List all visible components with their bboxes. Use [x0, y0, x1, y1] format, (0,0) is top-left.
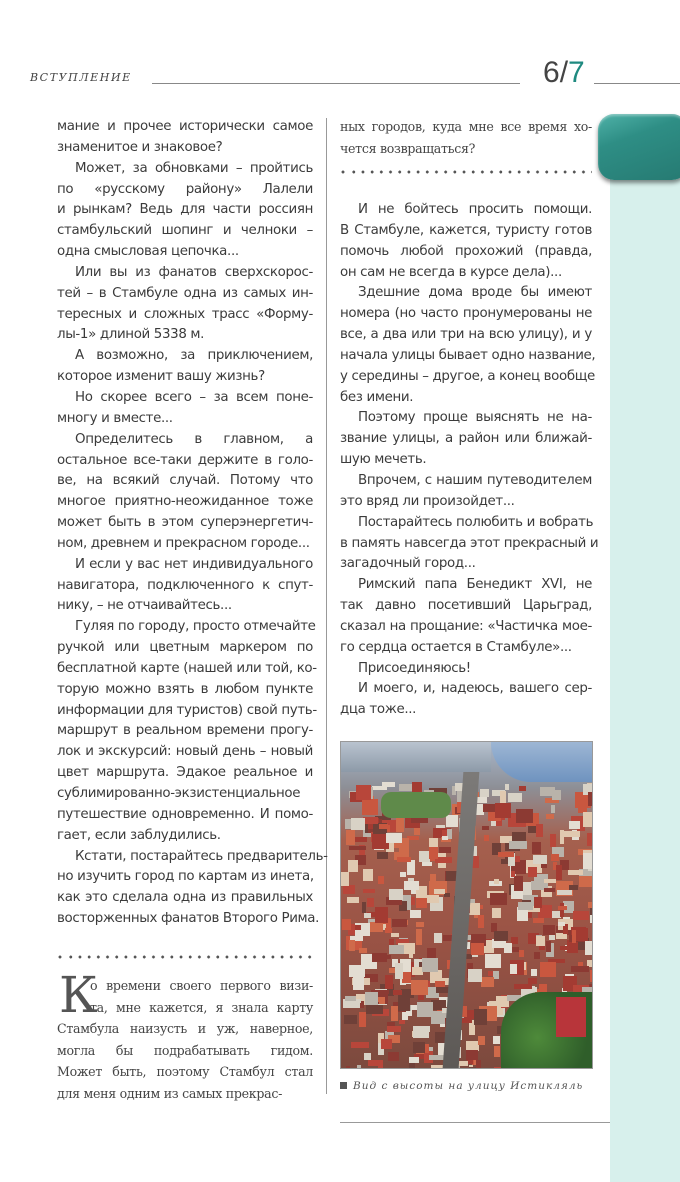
photo-detail — [534, 952, 540, 959]
photo-detail — [378, 876, 384, 884]
photo-detail — [519, 950, 524, 957]
photo-detail — [588, 792, 593, 806]
photo-detail — [573, 911, 589, 920]
text-line: Может быть, поэтому Стамбул стал — [57, 1064, 313, 1079]
text-line: Но скорее всего – за всем поне- — [75, 389, 313, 405]
text-line: и рынкам? Ведь для части россиян — [57, 202, 313, 218]
text-line: все, а два или три на всю улицу), и у — [340, 327, 592, 343]
text-line: торую можно взять в любом пункте — [57, 681, 313, 697]
section-dots-right — [340, 169, 592, 175]
photo-detail — [402, 1012, 408, 1020]
photo-detail — [585, 941, 593, 955]
header-rule — [152, 83, 520, 84]
photo-detail — [494, 931, 508, 941]
text-line: это вряд ли произойдет... — [340, 493, 515, 509]
photo-detail — [556, 865, 562, 880]
photo-detail — [396, 816, 404, 832]
text-line: знаменитое и знаковое? — [57, 139, 223, 155]
photo-detail — [518, 902, 533, 910]
text-line: стамбульский шопинг и челноки – — [57, 223, 313, 239]
photo-detail — [346, 1066, 350, 1069]
photo-detail — [365, 992, 378, 1005]
photo-detail — [481, 977, 494, 987]
photo-detail — [379, 824, 388, 829]
text-line: без имени. — [340, 389, 414, 405]
photo-detail — [474, 1009, 487, 1025]
text-line: Гуляя по городу, просто отмечайте — [75, 619, 316, 635]
photo-detail — [442, 836, 448, 840]
photo-detail — [422, 1026, 430, 1032]
text-line: начала улицы бывает одно название, — [340, 347, 596, 363]
text-line: Впрочем, с нашим путеводителем — [358, 472, 592, 488]
photo-detail — [536, 936, 545, 946]
drop-cap: К — [59, 966, 98, 1024]
photo-detail — [388, 1052, 399, 1061]
photo-detail — [509, 841, 527, 849]
photo-detail — [590, 970, 593, 982]
photo-detail — [478, 915, 484, 928]
photo-detail — [466, 1050, 478, 1060]
text-line: остальное все-таки держите в голо- — [57, 452, 313, 468]
photo-detail — [407, 860, 415, 875]
text-line: он сам не всегда в курсе дела)... — [340, 264, 562, 280]
photo-detail — [395, 963, 403, 979]
text-line: А возможно, за приключением, — [75, 348, 313, 364]
text-line: по «русскому району» Лалели — [57, 181, 313, 197]
text-line: дца тоже... — [340, 702, 417, 718]
text-line: загадочный город... — [340, 556, 476, 572]
photo-detail — [413, 1042, 425, 1053]
photo-detail — [564, 831, 580, 837]
photo-detail — [341, 742, 491, 772]
photo-detail — [482, 826, 489, 830]
photo-detail — [571, 966, 589, 972]
photo-detail — [583, 812, 593, 827]
photo-detail — [471, 943, 484, 955]
photo-detail — [370, 922, 383, 932]
photo-detail — [386, 833, 402, 843]
column-divider — [326, 118, 327, 1094]
caption-text: Вид с высоты на улицу Истикляль — [353, 1080, 584, 1092]
text-line: И не бойтесь просить помощи. — [358, 202, 592, 217]
photo-detail — [389, 889, 403, 900]
photo-detail — [477, 797, 487, 803]
text-line: для меня одним из самых прекрас- — [57, 1085, 283, 1101]
photo-detail — [469, 903, 480, 915]
photo-detail — [381, 1039, 392, 1049]
photo-detail — [344, 1015, 357, 1024]
photo-detail — [434, 889, 445, 894]
photo-detail — [342, 919, 351, 930]
photo-detail — [349, 965, 365, 977]
photo-detail — [363, 869, 373, 881]
text-line: ных городов, куда мне все время хо- — [340, 119, 592, 134]
photo-detail — [568, 870, 583, 875]
photo-detail — [556, 997, 586, 1037]
photo-detail — [391, 933, 399, 937]
photo-detail — [514, 984, 532, 989]
memoir-text-right — [340, 116, 592, 159]
photo-detail — [355, 925, 361, 930]
photo-caption — [340, 1080, 583, 1092]
photo-detail — [494, 879, 499, 884]
photo-detail — [349, 846, 366, 850]
photo-detail — [478, 1036, 485, 1045]
photo-detail — [512, 832, 526, 841]
text-line: восторженных фанатов Второго Рима. — [57, 911, 320, 927]
text-line: шую мечеть. — [340, 452, 427, 468]
photo-detail — [543, 925, 555, 935]
photo-detail — [546, 941, 551, 952]
section-dots-left — [57, 954, 313, 960]
text-line: помочь любой прохожий (правда, — [340, 243, 592, 259]
text-line: И если у вас нет индивидуального — [75, 556, 313, 572]
photo-detail — [544, 879, 556, 883]
text-line: Стамбула наизусть и уж, наверное, — [57, 1021, 313, 1036]
photo-detail — [558, 906, 567, 910]
photo-detail — [493, 1036, 500, 1044]
text-line: многое приятно-неожиданное тоже — [57, 494, 313, 510]
photo-detail — [528, 867, 537, 877]
photo-detail — [494, 1046, 500, 1057]
text-line: сказал на прощание: «Частичка мое- — [340, 618, 592, 634]
page-current: 7 — [568, 56, 585, 89]
photo-detail — [357, 1065, 361, 1069]
photo-detail — [416, 929, 422, 945]
text-line: многу и вместе... — [57, 410, 173, 426]
text-line: в память навсегда этот прекрасный и — [340, 535, 599, 551]
text-line: ручкой или цветным маркером по — [57, 640, 313, 656]
photo-detail — [411, 980, 428, 995]
text-line: Здешние дома вроде бы имеют — [358, 285, 592, 301]
photo-detail — [468, 969, 482, 982]
photo-detail — [349, 940, 355, 951]
photo-detail — [377, 852, 388, 859]
photo-detail — [484, 835, 489, 841]
text-line: сублимированно-экзистенциальное — [57, 786, 301, 801]
photo-detail — [583, 853, 593, 869]
memoir-text-left — [57, 966, 313, 1104]
photo-detail — [495, 803, 511, 818]
photo-detail — [544, 888, 555, 892]
photo-detail — [381, 792, 451, 818]
photo-detail — [391, 1006, 398, 1021]
photo-detail — [546, 814, 554, 819]
photo-detail — [422, 958, 438, 972]
text-line: Определитесь в главном, а — [75, 431, 313, 447]
photo-detail — [491, 742, 592, 782]
text-line: чется возвращаться? — [340, 140, 476, 156]
photo-detail — [368, 1060, 382, 1066]
photo-detail — [362, 902, 366, 913]
photo-detail — [572, 930, 576, 943]
text-line: номера (но часто пронумерованы не — [340, 306, 592, 322]
photo-detail — [359, 1012, 366, 1027]
text-line: одна смысловая цепочка... — [57, 244, 239, 260]
photo-detail — [372, 786, 387, 790]
page-prev: 6 — [543, 56, 560, 89]
photo-detail — [533, 855, 547, 864]
photo-detail — [418, 995, 424, 1000]
photo-detail — [519, 786, 526, 791]
photo-detail — [587, 833, 593, 846]
photo-detail — [579, 876, 593, 887]
text-line: которое изменит вашу жизнь? — [57, 369, 265, 385]
photo-detail — [351, 1042, 369, 1048]
text-line: мание и прочее исторически самое — [57, 119, 313, 134]
photo-detail — [400, 872, 406, 877]
text-line: гает, если заблудились. — [57, 827, 221, 843]
text-line: но изучить город по картам из инета, — [57, 869, 314, 885]
text-line: ве, на всякий случай. Потому что — [57, 473, 313, 489]
text-line: лы-1» длиной 5338 м. — [57, 327, 205, 343]
photo-detail — [492, 908, 501, 918]
text-line: бесплатной карте (нашей или той, ко- — [57, 660, 317, 676]
text-line: та, мне кажется, я знала карту — [90, 999, 313, 1015]
text-line: Римский папа Бенедикт XVI, не — [358, 577, 592, 593]
photo-detail — [485, 954, 501, 968]
photo-detail — [398, 995, 410, 1011]
text-line: как это сделала одна из правильных — [57, 890, 313, 906]
photo-detail — [531, 969, 537, 976]
text-line: путешествие одновременно. И помо- — [57, 806, 313, 822]
text-line: тересных и сложных трасс «Форму- — [57, 306, 313, 322]
text-line: Кстати, постарайтесь предваритель- — [75, 848, 328, 864]
photo-detail — [558, 922, 565, 926]
photo-detail — [480, 789, 489, 797]
right-column — [340, 200, 599, 721]
photo-detail — [505, 784, 509, 790]
photo-detail — [372, 953, 387, 962]
text-line: Или вы из фанатов сверхскорос- — [75, 264, 313, 280]
page-number — [543, 56, 585, 90]
photo-detail — [490, 893, 507, 905]
photo-detail — [367, 898, 374, 907]
text-line: тей – в Стамбуле одна из самых ин- — [57, 285, 313, 301]
text-line: лок и экскурсий: новый день – новый — [57, 744, 313, 760]
text-line: ном, древнем и прекрасном городе... — [57, 535, 310, 551]
text-line: информации для туристов) свой путь- — [57, 702, 317, 718]
photo-detail — [366, 1005, 383, 1014]
photo-detail — [511, 937, 518, 944]
side-color-band — [610, 140, 680, 1182]
photo-detail — [416, 922, 424, 927]
text-line: го сердца остается в Стамбуле»... — [340, 639, 572, 655]
photo-detail — [343, 885, 355, 894]
text-line: Присоединяюсь! — [358, 660, 471, 676]
photo-detail — [498, 852, 514, 857]
photo-detail — [341, 872, 349, 886]
photo-detail — [533, 918, 544, 923]
page-separator: / — [559, 56, 569, 89]
photo-detail — [362, 799, 378, 815]
photo-detail — [534, 897, 542, 908]
photo-detail — [551, 854, 559, 861]
text-line: И моего, и, надеюсь, вашего сер- — [358, 681, 592, 697]
text-line: о времени своего первого визи- — [90, 978, 313, 993]
text-line: так давно посетивший Царьград, — [340, 598, 592, 614]
photo-detail — [592, 786, 593, 793]
photo-detail — [511, 871, 515, 877]
photo-detail — [387, 1026, 401, 1032]
photo-detail — [540, 962, 556, 977]
section-title: ВСТУПЛЕНИЕ — [30, 71, 132, 84]
photo-detail — [552, 790, 561, 800]
photo-detail — [392, 919, 407, 927]
photo-detail — [389, 945, 404, 954]
text-line: В Стамбуле, кажется, туристу готов — [340, 222, 592, 238]
text-line: навигатора, подключенного к спут- — [57, 577, 313, 593]
text-line: нику, – не отчаивайтесь... — [57, 598, 232, 614]
photo-detail — [560, 946, 572, 950]
photo-detail — [516, 809, 533, 823]
photo-detail — [550, 834, 556, 847]
photo-detail — [385, 975, 393, 989]
photo-detail — [504, 943, 512, 953]
caption-bullet-icon — [340, 1082, 347, 1089]
photo-detail — [409, 1063, 415, 1069]
photo-detail — [476, 1060, 481, 1068]
text-line: цвет маршрута. Эдакое реальное и — [57, 765, 313, 781]
photo-detail — [434, 933, 442, 943]
photo-detail — [429, 847, 438, 859]
photo-detail — [356, 785, 371, 800]
photo-detail — [510, 964, 517, 974]
photo-detail — [508, 793, 522, 802]
text-line: Может, за обновками – пройтись — [75, 160, 313, 176]
text-line: у середины – другое, а конец вообще — [340, 368, 595, 384]
photo-detail — [399, 784, 412, 791]
photo-istiklal-aerial — [340, 741, 593, 1069]
photo-detail — [532, 842, 541, 854]
photo-detail — [385, 928, 392, 933]
text-line: Постарайтесь полюбить и вобрать — [358, 514, 594, 530]
photo-detail — [345, 996, 356, 1001]
photo-detail — [348, 860, 358, 872]
text-line: могла бы подрабатывать гидом. — [57, 1042, 313, 1058]
chapter-tab[interactable] — [598, 114, 680, 180]
photo-detail — [363, 889, 375, 893]
photo-detail — [346, 830, 355, 845]
text-line: звание улицы, а район или ближай- — [340, 431, 592, 447]
photo-detail — [427, 895, 439, 903]
text-line: маршрут в реальном времени прогу- — [57, 723, 313, 739]
text-line: может быть в этом суперэнергетич- — [57, 515, 313, 531]
photo-detail — [359, 948, 367, 953]
photo-detail — [422, 862, 432, 866]
footer-rule — [340, 1122, 610, 1123]
photo-detail — [351, 818, 365, 830]
photo-detail — [536, 824, 543, 837]
header-rule-right — [594, 83, 680, 84]
photo-detail — [557, 890, 572, 895]
left-column — [57, 117, 328, 930]
photo-detail — [397, 857, 411, 862]
photo-detail — [399, 1020, 405, 1024]
text-line: Поэтому проще выяснять не на- — [358, 410, 592, 426]
photo-detail — [363, 817, 378, 824]
photo-detail — [588, 902, 593, 908]
photo-detail — [592, 845, 593, 854]
photo-detail — [514, 876, 523, 891]
photo-detail — [569, 821, 580, 829]
photo-detail — [551, 805, 555, 813]
photo-detail — [541, 864, 547, 868]
photo-detail — [414, 827, 420, 835]
photo-detail — [446, 815, 458, 827]
photo-detail — [347, 897, 359, 903]
photo-detail — [404, 881, 419, 890]
photo-detail — [375, 907, 388, 923]
photo-detail — [378, 997, 385, 1002]
photo-detail — [364, 1053, 371, 1060]
photo-detail — [410, 910, 421, 918]
photo-detail — [364, 913, 371, 918]
photo-detail — [439, 847, 451, 853]
